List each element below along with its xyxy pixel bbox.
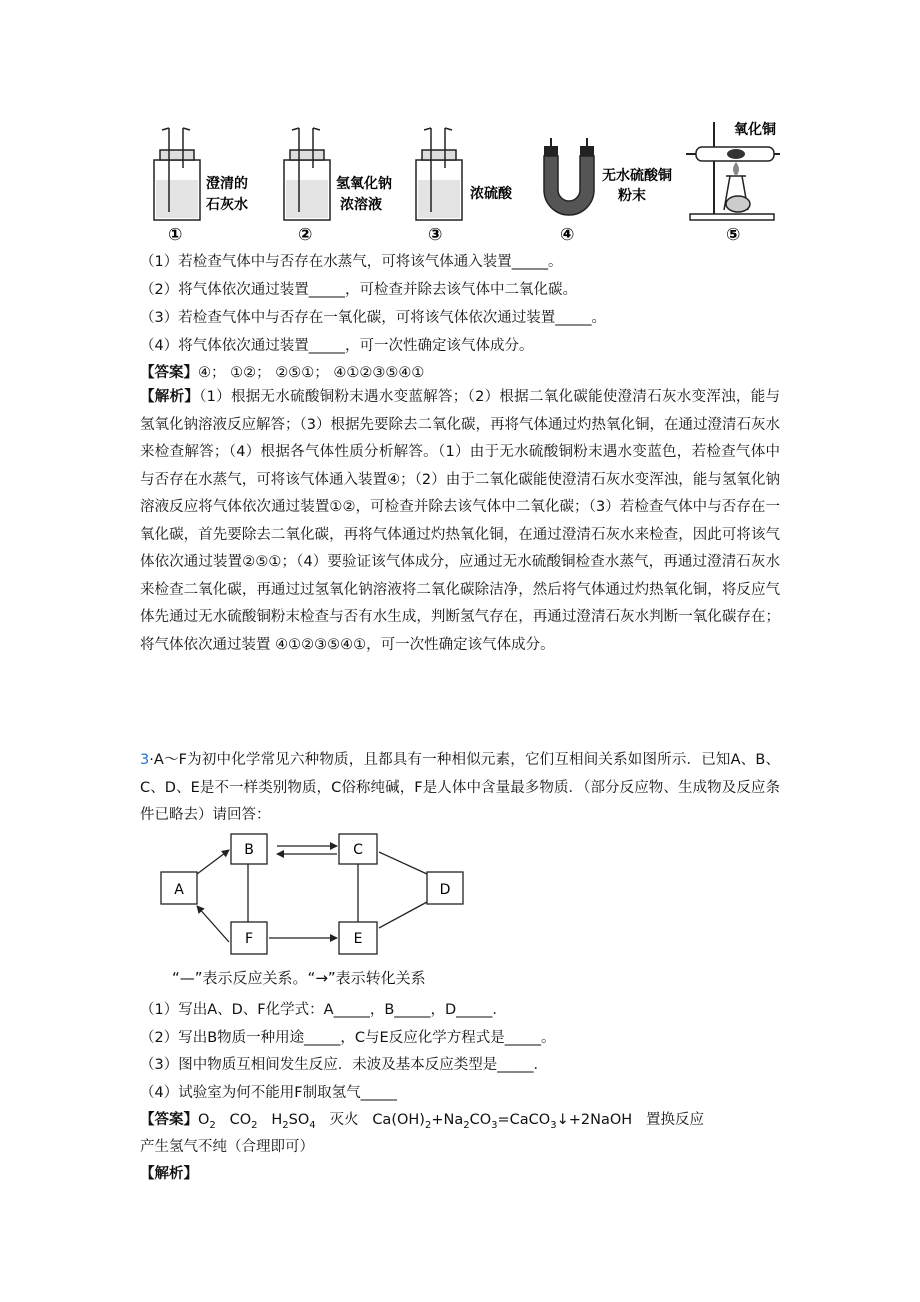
q3-stem-text: A～F为初中化学常见六种物质，且都具有一种相似元素，它们互相间关系如图所示．已知A、B、C、D、E是不一样类别物质，C俗称纯碱，F是人体中含量最多物质．（部分反应物、生成物及反应条件已略去）请回答： [140, 752, 780, 823]
answer-eq-sub1: 2 [424, 1119, 432, 1131]
apparatus-2-label-line2: 浓溶液 [340, 197, 382, 213]
answer-eq-c: CO [469, 1112, 492, 1128]
q3-answer-label: 【答案】 [140, 1112, 198, 1128]
answer-co2-sub: 2 [251, 1119, 258, 1131]
answer-eq-e: ↓+2NaOH [556, 1112, 633, 1128]
answer-co2: CO [229, 1112, 252, 1128]
answer-o2: O [198, 1112, 210, 1128]
answer-eq-a: Ca(OH) [372, 1112, 425, 1128]
apparatus-3-number: ③ [428, 225, 443, 245]
node-b-label: B [244, 842, 254, 858]
q3-analysis-label: 【解析】 [140, 1166, 198, 1182]
answer-eq-b: +Na [431, 1112, 464, 1128]
answer-h2so4-sub1: 2 [282, 1119, 289, 1131]
edge-d-e [379, 902, 427, 928]
q3-number: 3 [140, 752, 150, 768]
q3-question-3: （3）图中物质互相间发生反应．未波及基本反应类型是_____． [140, 1057, 548, 1073]
q3-question-2: （2）写出B物质一种用途_____，C与E反应化学方程式是_____。 [140, 1030, 556, 1046]
apparatus-1-label-line2: 石灰水 [206, 197, 248, 213]
q3-stem [140, 747, 780, 830]
q2-question-3: （3）若检查气体中与否存在一氧化碳，可将该气体依次通过装置_____。 [140, 310, 606, 326]
q3-answer-line2: 产生氢气不纯（合理即可） [140, 1139, 314, 1155]
answer-o2-sub: 2 [209, 1119, 216, 1131]
answer-eq-sub2: 2 [463, 1119, 470, 1131]
q2-analysis [140, 384, 780, 659]
apparatus-4-u-tube [544, 138, 594, 215]
apparatus-2-wash-bottle [284, 128, 330, 220]
answer-eq-sub4: 3 [550, 1119, 557, 1131]
apparatus-2-number: ② [298, 225, 313, 245]
node-f-label: F [244, 931, 254, 947]
diagram-legend: “—”表示反应关系。“→”表示转化关系 [172, 969, 426, 987]
edge-f-to-a [197, 906, 229, 942]
q2-question-1: （1）若检查气体中与否存在水蒸气，可将该气体通入装置_____。 [140, 254, 563, 270]
answer-eq-sub3: 3 [491, 1119, 498, 1131]
node-e-label: E [353, 931, 363, 947]
q2-answer-label: 【答案】 [140, 365, 198, 381]
apparatus-5-label: 氧化铜 [734, 122, 776, 138]
apparatus-3-wash-bottle [416, 128, 462, 220]
answer-h2so4-so: SO [288, 1112, 310, 1128]
q2-question-2: （2）将气体依次通过装置_____，可检查并除去该气体中二氧化碳。 [140, 282, 577, 298]
apparatus-1-number: ① [168, 225, 183, 245]
relationship-diagram [155, 832, 475, 962]
answer-h2so4-sub2: 4 [309, 1119, 316, 1131]
answer-use: 灭火 [329, 1112, 359, 1128]
q2-analysis-text: （1）根据无水硫酸铜粉末遇水变蓝解答；（2）根据二氧化碳能使澄清石灰水变浑浊，能与氢氧化钠溶液反应解答；（3）根据先要除去二氧化碳，再将气体通过灼热氧化铜，在通过澄清石灰水来检查解答；（4）根据各气体性质分析解答。（1）由于无水硫酸铜粉末遇水变蓝色，若检查气体中与否存在水蒸气，可将该气体通入装置④；（2）由于二氧化碳能使澄清石灰水变浑浊，能与氢氧化钠溶液反应将气体依次通过装置①②，可检查并除去该气体中二氧化碳；（3）若检查气体中与否存在一氧化碳，首先要除去二氧化碳，再将气体通过灼热氧化铜，在通过澄清石灰水来检查，因此可将该气体依次通过装置②⑤①；（4）要验证该气体成分，应通过无水硫酸铜检查水蒸气，再通过澄清石灰水来检查二氧化碳，再通过过氢氧化钠溶液将二氧化碳除洁净，然后将气体通过灼热氧化铜，将反应气体先通过无水硫酸铜粉末检查与否有水生成，判断氢气存在，再通过澄清石灰水判断一氧化碳存在；将气体依次通过装置 ④①②③⑤④①，可一次性确定该气体成分。 [140, 389, 780, 653]
answer-h2so4-h: H [271, 1112, 283, 1128]
apparatus-1-label-line1: 澄清的 [206, 176, 248, 192]
node-c-label: C [353, 842, 363, 858]
q2-answer-text: ④； ①②； ②⑤①； ④①②③⑤④① [198, 365, 425, 381]
q3-question-1: （1）写出A、D、F化学式：A_____，B_____，D_____． [140, 1002, 507, 1018]
q2-answer [140, 363, 424, 383]
node-d-label: D [439, 882, 451, 898]
apparatus-4-number: ④ [560, 225, 575, 245]
q3-question-4: （4）试验室为何不能用F制取氢气_____ [140, 1085, 397, 1101]
q3-answer [140, 1110, 704, 1130]
apparatus-5-number: ⑤ [726, 225, 741, 245]
apparatus-3-label: 浓硫酸 [470, 186, 512, 202]
q2-question-4: （4）将气体依次通过装置_____，可一次性确定该气体成分。 [140, 338, 534, 354]
apparatus-2-label-line1: 氢氧化钠 [336, 176, 392, 192]
apparatus-4-label-line1: 无水硫酸铜 [602, 168, 672, 184]
apparatus-figure [140, 118, 790, 246]
edge-c-d [379, 852, 427, 874]
q2-analysis-label: 【解析】 [140, 389, 200, 405]
edge-a-to-b [197, 850, 229, 874]
answer-reaction-type: 置换反应 [646, 1112, 704, 1128]
apparatus-4-label-line2: 粉末 [618, 188, 646, 204]
apparatus-1-wash-bottle [154, 128, 200, 220]
q3-dot: · [149, 752, 154, 768]
answer-eq-d: =CaCO [497, 1112, 551, 1128]
node-a-label: A [174, 882, 184, 898]
